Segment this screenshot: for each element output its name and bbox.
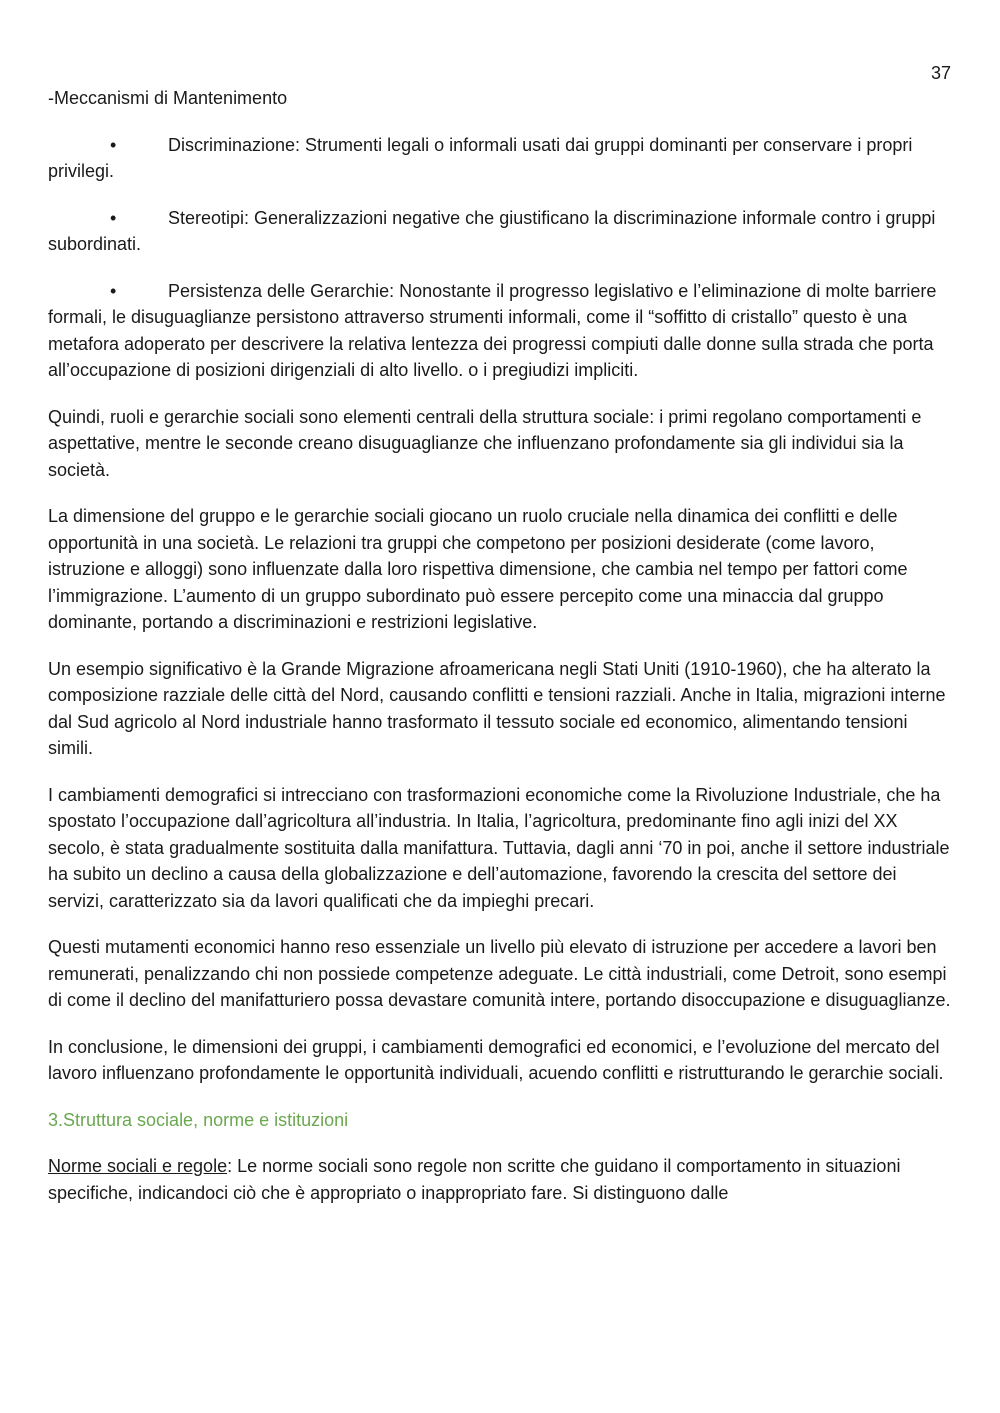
bullet-item [48, 278, 954, 384]
paragraph: Questi mutamenti economici hanno reso essenziale un livello più elevato di istruzione per accedere a lavori ben remunerati, penalizzando chi non possiede competenze adeguate. Le città industriali, come Detroit, sono esempi di come il declino del manifatturiero possa devastare comunità intere, portando disoccupazione e disuguaglianze. [48, 937, 951, 1010]
paragraph: In conclusione, le dimensioni dei gruppi, i cambiamenti demografici ed economici, e l’evoluzione del mercato del lavoro influenzano profondamente le opportunità individuali, acuendo conflitti e ristrutturando le gerarchie sociali. [48, 1036, 944, 1083]
paragraph-norms [48, 1153, 954, 1206]
bullet-text: Stereotipi: Generalizzazioni negative che giustificano la discriminazione informale contro i gruppi subordinati. [48, 207, 936, 254]
paragraph: Quindi, ruoli e gerarchie sociali sono elementi centrali della struttura sociale: i primi regolano comportamenti e aspettative, mentre le seconde creano disuguaglianze che influenzano profondamente sia gli individui sia la società. [48, 406, 922, 480]
paragraph-text: : Le norme sociali sono regole non scritte che guidano il comportamento in situazioni specifiche, indicandoci ciò che è appropriato o inappropriato fare. Si distinguono dalle [48, 1156, 901, 1203]
section-heading: 3.Struttura sociale, norme e istituzioni [48, 1109, 349, 1130]
paragraph: La dimensione del gruppo e le gerarchie sociali giocano un ruolo cruciale nella dinamica dei conflitti e delle opportunità in una società. Le relazioni tra gruppi che competono per posizioni desiderate (come lavoro, istruzione e alloggi) sono influenzate dalla loro rispettiva dimensione, che cambia nel tempo per fattori come l’immigrazione. L’aumento di un gruppo subordinato può essere percepito come una minaccia dal gruppo dominante, portando a discriminazioni e restrizioni legislative. [48, 506, 908, 632]
bullet-icon: • [110, 280, 117, 301]
bullet-text: Persistenza delle Gerarchie: Nonostante il progresso legislativo e l’eliminazione di molte barriere formali, le disuguaglianze persistono attraverso strumenti informali, come il “soffitto di cristallo” questo è una metafora adoperato per descrivere la relativa lentezza dei progressi compiuti dalle donne sulla strada che porta all’occupazione di posizioni dirigenziali di alto livello. o i pregiudizi impliciti. [48, 280, 937, 380]
paragraph: I cambiamenti demografici si intrecciano con trasformazioni economiche come la Rivoluzione Industriale, che ha spostato l’occupazione dall’agricoltura all’industria. In Italia, l’agricoltura, predominante fino agli inizi del XX secolo, è stata gradualmente sostituita dalla manifattura. Tuttavia, dagli anni ‘70 in poi, anche il settore industriale ha subito un declino a causa della globalizzazione e dell’automazione, favorendo la crescita del settore dei servizi, caratterizzato sia da lavori qualificati che da impieghi precari. [48, 784, 950, 911]
bullet-text: Discriminazione: Strumenti legali o informali usati dai gruppi dominanti per conservare i propri privilegi. [48, 134, 913, 181]
underlined-term: Norme sociali e regole [48, 1156, 228, 1176]
bullet-icon: • [110, 134, 117, 155]
section-label: -Meccanismi di Mantenimento [48, 88, 288, 108]
bullet-item [48, 132, 954, 185]
paragraph: Un esempio significativo è la Grande Migrazione afroamericana negli Stati Uniti (1910-1960), che ha alterato la composizione razziale delle città del Nord, causando conflitti e tensioni razziali. Anche in Italia, migrazioni interne dal Sud agricolo al Nord industriale hanno trasformato il tessuto sociale ed economico, alimentando tensioni simili. [48, 658, 946, 758]
bullet-item [48, 205, 954, 258]
page-content [48, 85, 954, 1226]
page-number: 37 [930, 63, 951, 83]
bullet-icon: • [110, 207, 117, 228]
